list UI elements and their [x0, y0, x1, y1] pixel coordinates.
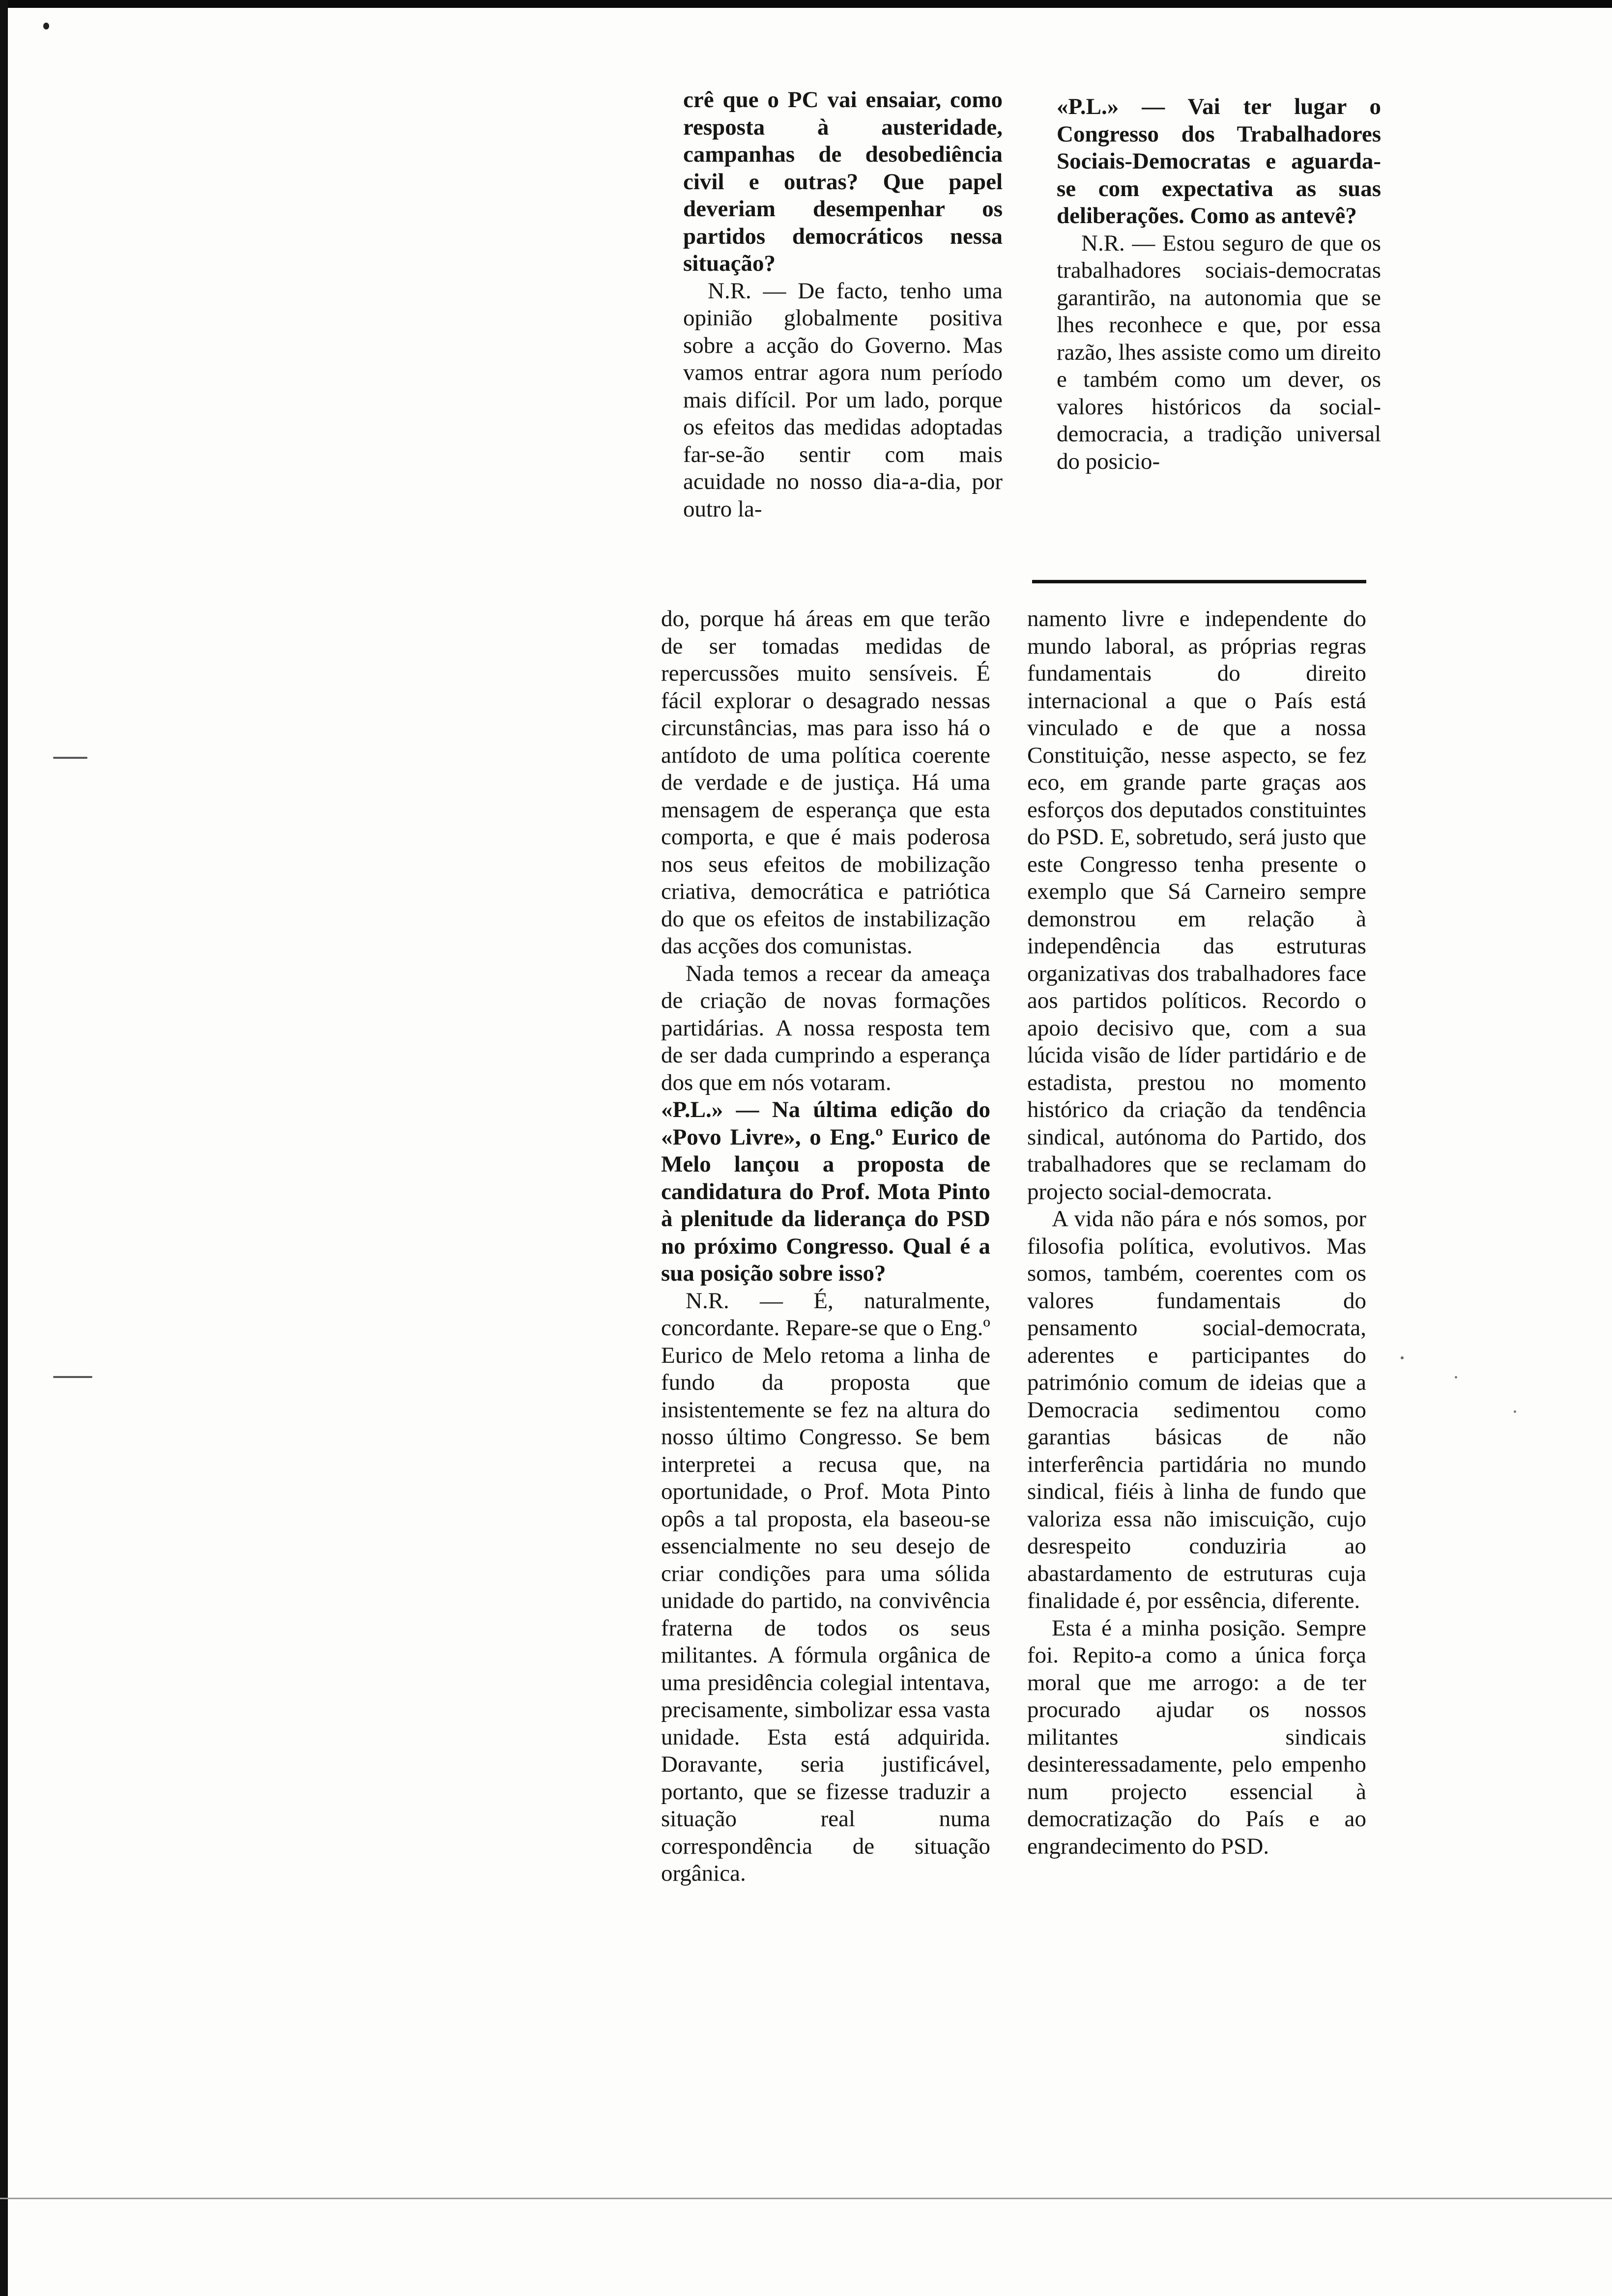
interview-answer: Esta é a minha posição. Sempre foi. Repito-a como a única força moral que me arrogo: a de ter procurado ajudar os nossos militantes sindicais desinteressadamente, pelo empenho num projecto essencial à democratização do País e ao engrandecimento do PSD. [1027, 1615, 1366, 1859]
interview-answer: N.R. — Estou seguro de que os trabalhadores sociais-democratas garantirão, na autonomia que se lhes reconhece e que, por essa razão, lhes assiste como um direito e também como um dever, os valores históricos da social-democracia, a tradição universal do posicio- [1057, 230, 1381, 474]
scan-speck [43, 23, 49, 29]
scan-speck [53, 1376, 92, 1378]
interview-answer: N.R. — É, naturalmente, concordante. Repare-se que o Eng.º Eurico de Melo retoma a linha de fundo da proposta que insistentemente se fez na altura do nosso último Congresso. Se bem interpretei a recusa que, na oportunidade, o Prof. Mota Pinto opôs a tal proposta, ela baseou-se essencialmente no seu desejo de criar condições para uma sólida unidade do partido, na convivência fraterna de todos os seus militantes. A fórmula orgânica de uma presidência colegial intentava, precisamente, simbolizar essa vasta unidade. Esta está adquirida. Doravante, seria justificável, portanto, que se fizesse traduzir a situação real numa correspondência de situação orgânica. [661, 1288, 990, 1886]
scan-top-border [0, 0, 1612, 8]
interview-answer: A vida não pára e nós somos, por filosofia política, evolutivos. Mas somos, também, coerentes com os valores fundamentais do pensamento social-democrata, aderentes e participantes do património comum de ideias que a Democracia sedimentou como garantias básicas de não interferência partidária no mundo sindical, fiéis à linha de fundo que valoriza essa não imiscuição, cujo desrespeito conduziria ao abastardamento de estruturas cuja finalidade é, por essência, diferente. [1027, 1206, 1366, 1613]
scan-bottom-edge [0, 2198, 1612, 2199]
interview-answer: do, porque há áreas em que terão de ser tomadas medidas de repercussões muito sensíveis. É fácil explorar o desagrado nessas circunstâncias, mas para isso há o antídoto de uma política coerente de verdade e de justiça. Há uma mensagem de esperança que esta comporta, e que é mais poderosa nos seus efeitos de mobilização criativa, democrática e patriótica do que os efeitos de instabilização das acções dos comunistas. [661, 606, 990, 959]
interview-question: «P.L.» — Na última edição do «Povo Livre», o Eng.º Eurico de Melo lançou a proposta de candidatura do Prof. Mota Pinto à plenitude da liderança do PSD no próximo Congresso. Qual é a sua posição sobre isso? [661, 1097, 990, 1286]
interview-answer: N.R. — De facto, tenho uma opinião globalmente positiva sobre a acção do Governo. Mas vamos entrar agora num período mais difícil. Por um lado, porque os efeitos das medidas adoptadas far-se-ão sentir com mais acuidade no nosso dia-a-dia, por outro la- [683, 278, 1003, 522]
top-left-column [683, 86, 1003, 548]
interview-answer: namento livre e independente do mundo laboral, as próprias regras fundamentais do direito internacional a que o País está vinculado e de que a nossa Constituição, nesse aspecto, se fez eco, em grande parte graças aos esforços dos deputados constituintes do PSD. E, sobretudo, será justo que este Congresso tenha presente o exemplo que Sá Carneiro sempre demonstrou em relação à independência das estruturas organizativas dos trabalhadores face aos partidos políticos. Recordo o apoio decisivo que, com a sua lúcida visão de líder partidário e de estadista, prestou no momento histórico da criação da tendência sindical, autónoma do Partido, dos trabalhadores que se reclamam do projecto social-democrata. [1027, 606, 1366, 1205]
scan-left-border [0, 0, 8, 2296]
interview-answer: Nada temos a recear da ameaça de criação de novas formações partidárias. A nossa resposta tem de ser dada cumprindo a esperança dos que em nós votaram. [661, 960, 990, 1095]
scan-speck [1514, 1410, 1516, 1413]
scan-speck [1401, 1356, 1404, 1359]
bottom-right-column [1027, 605, 1366, 2178]
top-right-column [1057, 93, 1381, 550]
interview-question: «P.L.» — Vai ter lugar o Congresso dos Trabalhadores Sociais-Democratas e aguarda-se com expectativa as suas deliberações. Como as antevê? [1057, 94, 1381, 229]
section-divider-rule [1032, 580, 1366, 583]
interview-question: crê que o PC vai ensaiar, como resposta à austeridade, campanhas de desobediência civil e outras? Que papel deveriam desempenhar os partidos democráticos nessa situação? [683, 87, 1003, 276]
bottom-left-column [661, 605, 990, 2178]
scan-speck [1455, 1376, 1457, 1378]
scan-speck [53, 757, 87, 759]
